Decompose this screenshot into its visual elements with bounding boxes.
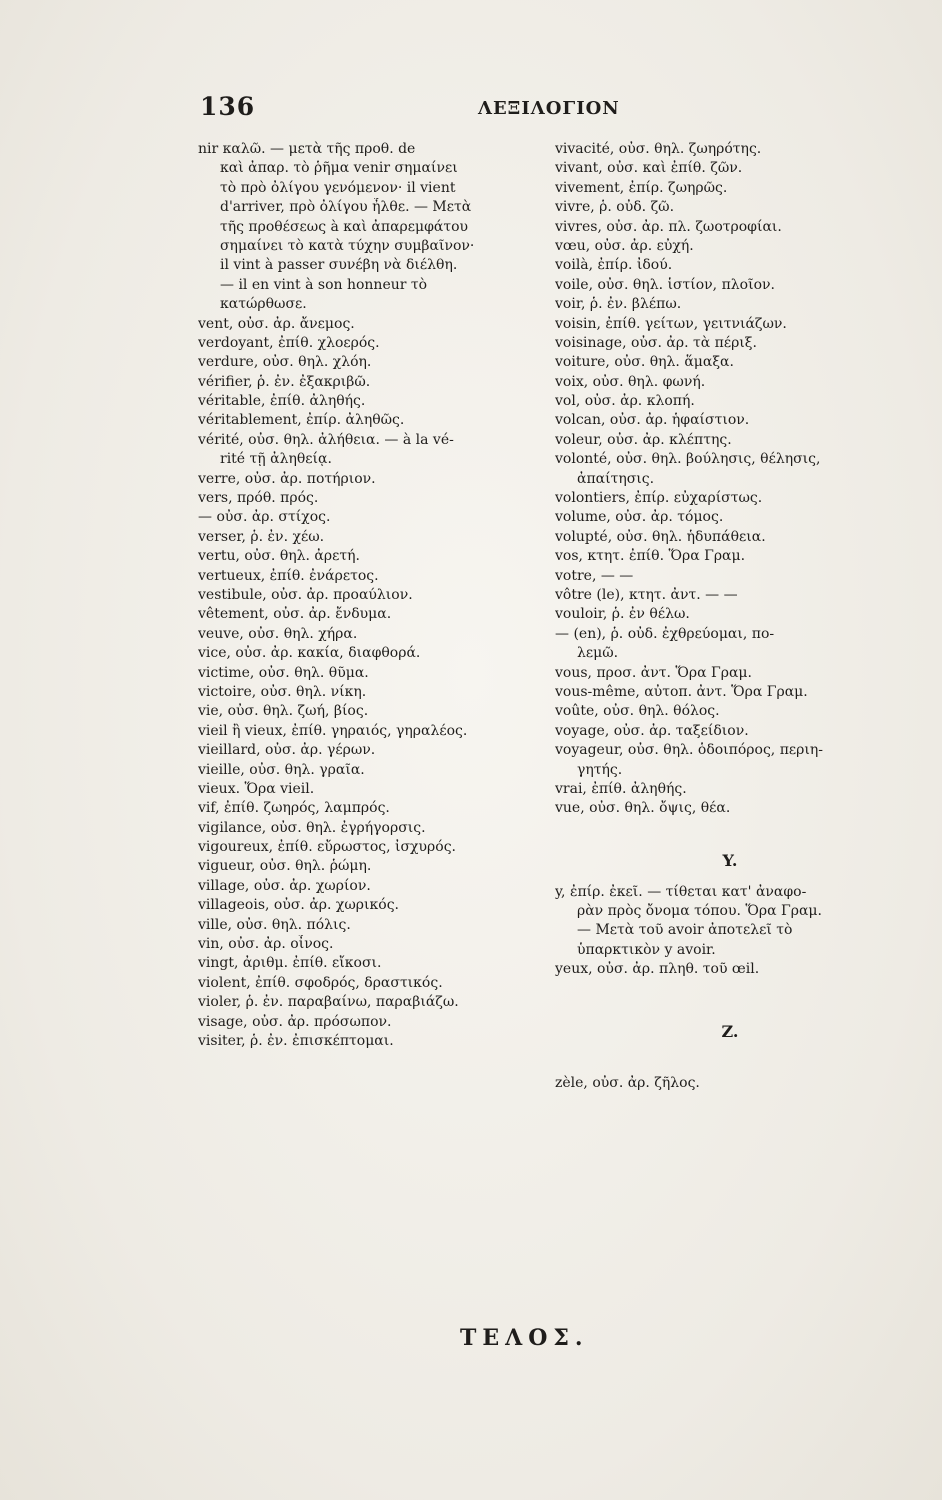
dictionary-line: voix, οὐσ. θηλ. φωνή.: [555, 373, 706, 390]
dictionary-line: ρὰν πρὸς ὄνομα τόπου. Ὅρα Γραμ.: [577, 903, 822, 920]
dictionary-line: vouloir, ῥ. ἐν θέλω.: [555, 606, 690, 623]
dictionary-line: violer, ῥ. ἐν. παραβαίνω, παραβιάζω.: [198, 994, 459, 1011]
page-header: [200, 92, 620, 132]
dictionary-line: voisinage, οὐσ. ἀρ. τὰ πέριξ.: [555, 334, 757, 351]
dictionary-line: vieil ἢ vieux, ἐπίθ. γηραιός, γηραλέος.: [198, 722, 468, 739]
dictionary-line: vivres, οὐσ. ἀρ. πλ. ζωοτροφίαι.: [555, 218, 782, 235]
dictionary-line: verdoyant, ἐπίθ. χλοερός.: [198, 334, 380, 351]
dictionary-line: vigoureux, ἐπίθ. εὔρωστος, ἰσχυρός.: [198, 839, 456, 856]
dictionary-line: vérifier, ῥ. ἐν. ἐξακριβῶ.: [198, 373, 371, 390]
dictionary-line: zèle, οὐσ. ἀρ. ζῆλος.: [555, 1074, 700, 1091]
dictionary-line: vivement, ἐπίρ. ζωηρῶς.: [555, 179, 728, 196]
dictionary-line: γητής.: [577, 761, 623, 778]
dictionary-line: volupté, οὐσ. θηλ. ἡδυπάθεια.: [555, 528, 766, 545]
dictionary-line: vestibule, οὐσ. ἀρ. προαύλιον.: [198, 586, 413, 603]
dictionary-line: y, ἐπίρ. ἐκεῖ. — τίθεται κατ' ἀναφο-: [555, 883, 807, 900]
section-spacer: [555, 819, 915, 849]
dictionary-line: villageois, οὐσ. ἀρ. χωρικός.: [198, 897, 399, 914]
dictionary-line: vigueur, οὐσ. θηλ. ῥώμη.: [198, 858, 372, 875]
dictionary-line: vieillard, οὐσ. ἀρ. γέρων.: [198, 742, 376, 759]
dictionary-line: vigilance, οὐσ. θηλ. ἐγρήγορσις.: [198, 819, 426, 836]
dictionary-line: vos, κτητ. ἐπίθ. Ὅρα Γραμ.: [555, 548, 746, 565]
dictionary-line: vous, προσ. ἀντ. Ὅρα Γραμ.: [555, 664, 752, 681]
section-heading-y: Y.: [722, 850, 738, 870]
right-column: [555, 140, 915, 1093]
dictionary-line: voilà, ἐπίρ. ἰδού.: [555, 257, 673, 274]
dictionary-line: vêtement, οὐσ. ἀρ. ἔνδυμα.: [198, 606, 392, 623]
dictionary-line: volume, οὐσ. ἀρ. τόμος.: [555, 509, 724, 526]
colophon-telos: ΤΕΛΟΣ.: [460, 1325, 589, 1351]
right-column-entries: [555, 140, 915, 819]
section-y-entries: [555, 883, 915, 980]
dictionary-line: vif, ἐπίθ. ζωηρός, λαμπρός.: [198, 800, 390, 817]
dictionary-line: voiture, οὐσ. θηλ. ἅμαξα.: [555, 354, 734, 371]
dictionary-line: nir καλῶ. — μετὰ τῆς προθ. de: [198, 141, 416, 157]
dictionary-line: volontiers, ἐπίρ. εὐχαρίστως.: [555, 490, 763, 507]
left-column: [198, 140, 548, 1051]
dictionary-line: vingt, ἀριθμ. ἐπίθ. εἴκοσι.: [198, 955, 382, 972]
dictionary-line: voyage, οὐσ. ἀρ. ταξείδιον.: [555, 722, 749, 739]
dictionary-line: — il en vint à son honneur τὸ: [220, 276, 428, 293]
section-heading-z: Z.: [721, 1021, 739, 1041]
dictionary-line: vous-même, αὐτοπ. ἀντ. Ὅρα Γραμ.: [555, 683, 808, 700]
dictionary-line: victoire, οὐσ. θηλ. νίκη.: [198, 683, 367, 700]
dictionary-line: vivacité, οὐσ. θηλ. ζωηρότης.: [555, 141, 762, 157]
section-spacer: [555, 980, 915, 1020]
dictionary-line: vivant, οὐσ. καὶ ἐπίθ. ζῶν.: [555, 160, 743, 177]
dictionary-line: voir, ῥ. ἐν. βλέπω.: [555, 296, 682, 313]
dictionary-line: κατώρθωσε.: [220, 296, 307, 313]
dictionary-line: vue, οὐσ. θηλ. ὄψις, θέα.: [555, 800, 731, 817]
section-z-entries: [555, 1074, 915, 1093]
dictionary-line: σημαίνει τὸ κατὰ τύχην συμβαῖνον·: [220, 237, 475, 254]
dictionary-line: vérité, οὐσ. θηλ. ἀλήθεια. — à la vé-: [198, 431, 454, 448]
dictionary-line: ἀπαίτησις.: [577, 470, 655, 487]
dictionary-line: vent, οὐσ. ἀρ. ἄνεμος.: [198, 315, 355, 332]
dictionary-line: voyageur, οὐσ. θηλ. ὁδοιπόρος, περιη-: [555, 742, 823, 759]
dictionary-line: rité τῇ ἀληθείᾳ.: [220, 451, 332, 468]
dictionary-line: — οὐσ. ἀρ. στίχος.: [198, 509, 331, 526]
dictionary-line: verre, οὐσ. ἀρ. ποτήριον.: [198, 470, 376, 487]
dictionary-line: vœu, οὐσ. ἀρ. εὐχή.: [555, 237, 694, 254]
section-spacer: [555, 1044, 915, 1074]
dictionary-line: voûte, οὐσ. θηλ. θόλος.: [555, 703, 720, 720]
dictionary-line: vertueux, ἐπίθ. ἐνάρετος.: [198, 567, 379, 584]
dictionary-line: il vint à passer συνέβη νὰ διέλθη.: [220, 257, 458, 274]
dictionary-line: visage, οὐσ. ἀρ. πρόσωπον.: [198, 1013, 392, 1030]
dictionary-line: verdure, οὐσ. θηλ. χλόη.: [198, 354, 372, 371]
dictionary-line: vers, πρόθ. πρός.: [198, 490, 319, 507]
dictionary-line: volcan, οὐσ. ἀρ. ἡφαίστιον.: [555, 412, 750, 429]
dictionary-line: vol, οὐσ. ἀρ. κλοπή.: [555, 393, 695, 410]
dictionary-line: ville, οὐσ. θηλ. πόλις.: [198, 916, 351, 933]
dictionary-line: vôtre (le), κτητ. ἀντ. — —: [555, 586, 738, 603]
dictionary-line: visiter, ῥ. ἐν. ἐπισκέπτομαι.: [198, 1032, 394, 1049]
dictionary-line: ὑπαρκτικὸν y avoir.: [577, 941, 716, 958]
dictionary-line: volonté, οὐσ. θηλ. βούλησις, θέλησις,: [555, 451, 821, 468]
dictionary-line: vrai, ἐπίθ. ἀληθής.: [555, 780, 687, 797]
dictionary-line: vertu, οὐσ. θηλ. ἀρετή.: [198, 548, 360, 565]
page-number: 136: [200, 92, 256, 121]
dictionary-line: τῆς προθέσεως à καὶ ἀπαρεμφάτου: [220, 218, 469, 235]
dictionary-line: d'arriver, πρὸ ὀλίγου ἦλθε. — Μετὰ: [220, 199, 472, 216]
dictionary-line: yeux, οὐσ. ἀρ. πληθ. τοῦ œil.: [555, 961, 760, 978]
dictionary-line: vice, οὐσ. ἀρ. κακία, διαφθορά.: [198, 645, 421, 662]
dictionary-line: véritablement, ἐπίρ. ἀληθῶς.: [198, 412, 405, 429]
dictionary-line: vieille, οὐσ. θηλ. γραῖα.: [198, 761, 365, 778]
dictionary-line: vin, οὐσ. ἀρ. οἶνος.: [198, 936, 334, 953]
dictionary-line: véritable, ἐπίθ. ἀληθής.: [198, 393, 366, 410]
running-title: ΛΕΞΙΛΟΓΙΟΝ: [478, 98, 620, 119]
dictionary-line: voile, οὐσ. θηλ. ἱστίον, πλοῖον.: [555, 276, 775, 293]
dictionary-line: voisin, ἐπίθ. γείτων, γειτνιάζων.: [555, 315, 787, 332]
dictionary-line: vivre, ῥ. οὐδ. ζῶ.: [555, 199, 675, 216]
dictionary-line: vie, οὐσ. θηλ. ζωή, βίος.: [198, 703, 369, 720]
dictionary-line: victime, οὐσ. θηλ. θῦμα.: [198, 664, 369, 681]
dictionary-line: votre, — —: [555, 567, 634, 584]
section-spacer: [555, 873, 915, 883]
dictionary-line: voleur, οὐσ. ἀρ. κλέπτης.: [555, 431, 732, 448]
dictionary-line: vieux. Ὅρα vieil.: [198, 780, 315, 797]
dictionary-line: veuve, οὐσ. θηλ. χήρα.: [198, 625, 358, 642]
dictionary-line: καὶ ἀπαρ. τὸ ῥῆμα venir σημαίνει: [220, 160, 458, 177]
dictionary-line: verser, ῥ. ἐν. χέω.: [198, 528, 325, 545]
dictionary-line: λεμῶ.: [577, 645, 619, 662]
dictionary-line: τὸ πρὸ ὀλίγου γενόμενον· il vient: [220, 179, 456, 196]
dictionary-line: — (en), ῥ. οὐδ. ἐχθρεύομαι, πο-: [555, 625, 775, 642]
dictionary-line: village, οὐσ. ἀρ. χωρίον.: [198, 877, 371, 894]
dictionary-line: violent, ἐπίθ. σφοδρός, δραστικός.: [198, 974, 443, 991]
dictionary-line: — Μετὰ τοῦ avoir ἀποτελεῖ τὸ: [577, 922, 793, 939]
